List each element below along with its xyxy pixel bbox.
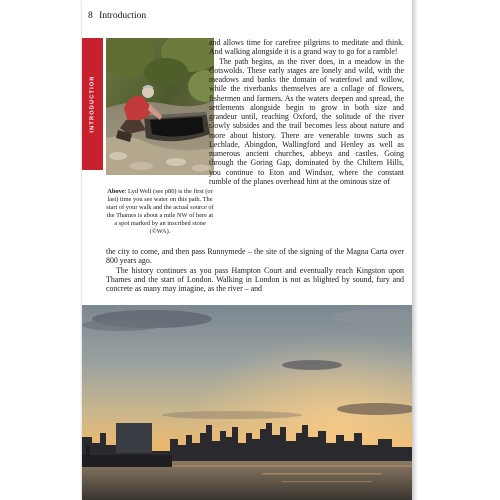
section-tab-label-wrap: [82, 38, 103, 170]
lyd-well-photo: [106, 38, 214, 175]
page-number: 8: [88, 11, 93, 21]
full-width-text: [106, 247, 404, 293]
book-page: [82, 0, 412, 500]
caption-text: : Lyd Well (see p80) is the first (or last) time you see water on this path. The start of your walk and the actual source of the Thames is about a mile NW of here at a spot marked by an inscribed stone (©WA).: [106, 188, 214, 236]
full-paragraph: the city to come, and then pass Runnymede – the site of the signing of the Magna Carta over 800 years ago.: [106, 247, 404, 266]
photo-caption: [106, 188, 214, 237]
column-paragraph: and allows time for carefree pilgrims to meditate and think. And walking alongside it is a grand way to go for a ramble!: [209, 38, 404, 57]
running-header: [88, 9, 404, 23]
page-edge: [412, 0, 418, 500]
section-tab-label: INTRODUCTION: [89, 75, 96, 133]
right-column-text: [209, 38, 404, 186]
full-paragraph: The history continues as you pass Hampton Court and eventually reach Kingston upon Thames and the start of London. Walking in London is not as blighted by sound, fury and concrete as many may imagine, as the river – and: [106, 265, 404, 293]
thames-sunset-photo: [82, 305, 412, 500]
caption-lead: Above: [107, 188, 125, 195]
section-title: Introduction: [99, 11, 147, 21]
column-paragraph: The path begins, as the river does, in a meadow in the Cotswolds. These early stages are lonely and wild, with the meadows and banks the domain of waterfowl and willow, while the riverbanks themselves are a collage of flowers, fishermen and farmers. As the waters deepen and spread, the settlements alongside begin to grow in both size and grandeur until, reaching Oxford, the solitude of the river slowly subsides and the trail becomes less about nature and more about history. There are venerable towns such as Lechlade, Abingdon, Wallingford and Henley as well as numerous ancient churches, abbeys and castles. Going through the Goring Gap, dominated by the Chiltern Hills, you continue to Eton and Windsor, where the constant rumble of the planes overhead hint at the ominous size of: [209, 56, 404, 186]
